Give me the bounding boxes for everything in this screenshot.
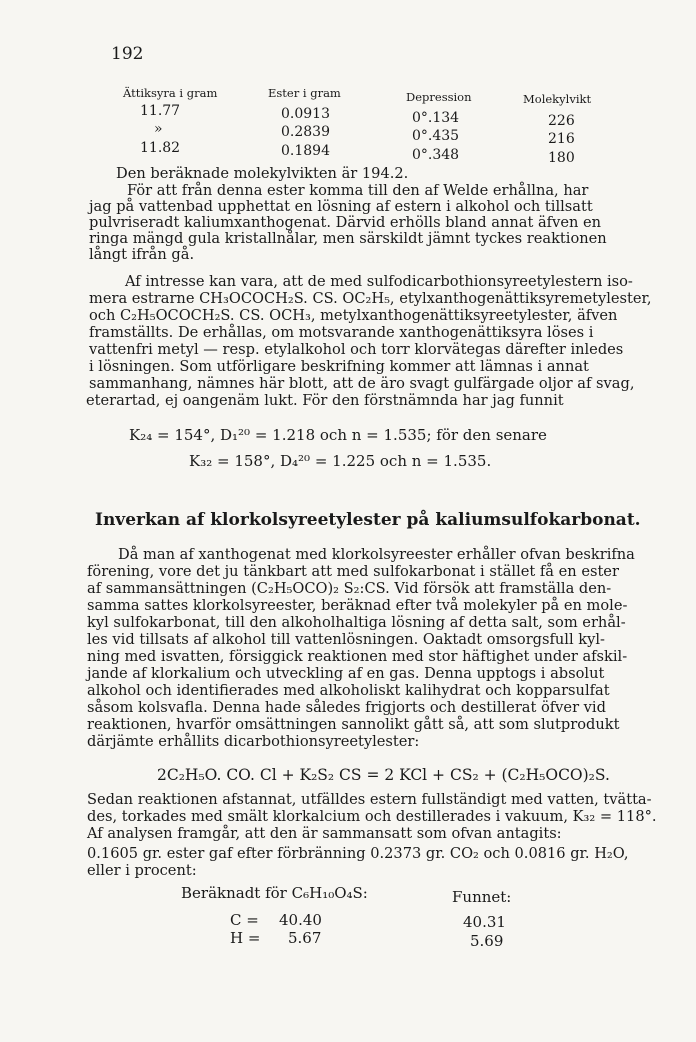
text-line: såsom kolsvafla. Denna hade således frigjorts och destillerat öfver vid — [87, 699, 606, 716]
text-line: och C₂H₅OCOCH₂S. CS. OCH₃, metylxanthogenättiksyreetylester, äfven — [89, 307, 618, 324]
text-line: ning med isvatten, försiggick reaktionen med stor häftighet under afskil- — [87, 648, 628, 665]
table-cell: 0.0913 — [281, 106, 330, 122]
text-line: Af analysen framgår, att den är sammansatt som ofvan antagits: — [87, 825, 562, 842]
calc-value: 5.67 — [288, 929, 322, 947]
table-cell: » — [154, 121, 163, 137]
text-line: långt ifrån gå. — [89, 246, 195, 263]
text-line: 0.1605 gr. ester gaf efter förbränning 0.2373 gr. CO₂ och 0.0816 gr. H₂O, — [87, 845, 629, 862]
text-line: jag på vattenbad upphettat en lösning af estern i alkohol och tillsatt — [89, 198, 593, 215]
table-cell: 0°.134 — [412, 110, 460, 126]
table-cell: 0.1894 — [281, 143, 330, 159]
text-line: vattenfri metyl — resp. etylalkohol och torr klorvätegas därefter inledes — [89, 341, 624, 358]
text-line: eller i procent: — [87, 862, 197, 879]
text-line: Då man af xanthogenat med klorkolsyreester erhåller ofvan beskrifna — [118, 546, 635, 563]
table-header: Depression — [406, 90, 472, 104]
text-line: ringa mängd gula kristallnålar, men särskildt jämnt tyckes reaktionen — [89, 230, 607, 247]
text-line: i lösningen. Som utförligare beskrifning kommer att lämnas i annat — [89, 358, 589, 375]
text-line: framställts. De erhållas, om motsvarande xanthogenättiksyra löses i — [89, 324, 594, 341]
element-label: H = — [230, 929, 261, 947]
calc-value: 40.40 — [279, 911, 322, 929]
found-header: Funnet: — [452, 888, 512, 906]
element-label: C = — [230, 911, 259, 929]
text-line: därjämte erhållits dicarbothionsyreetylester: — [87, 733, 420, 750]
table-cell: 216 — [548, 131, 575, 147]
table-header: Molekylvikt — [523, 92, 592, 106]
text-line: eterartad, ej oangenäm lukt. För den förstnämnda har jag funnit — [86, 392, 564, 409]
found-value: 5.69 — [470, 932, 504, 950]
text-line: sammanhang, nämnes här blott, att de äro svagt gulfärgade oljor af svag, — [89, 375, 635, 392]
text-line: Sedan reaktionen afstannat, utfälldes estern fullständigt med vatten, tvätta- — [87, 791, 652, 808]
text-line: af sammansättningen (C₂H₅OCO)₂ S₂:CS. Vid försök att framställa den- — [87, 580, 612, 597]
table-cell: 226 — [548, 113, 575, 129]
found-value: 40.31 — [463, 913, 506, 931]
table-header: Ättiksyra i gram — [123, 86, 218, 100]
text-line: Af intresse kan vara, att de med sulfodicarbothionsyreetylestern iso- — [125, 273, 633, 290]
text-line: alkohol och identifierades med alkoholiskt kalihydrat och kopparsulfat — [87, 682, 610, 699]
text-line: des, torkades med smält klorkalcium och destillerades i vakuum, K₃₂ = 118°. — [87, 808, 657, 825]
text-line: kyl sulfokarbonat, till den alkoholhaltiga lösning af detta salt, som erhål- — [87, 614, 626, 631]
formula-line: K₃₂ = 158°, D₄²⁰ = 1.225 och n = 1.535. — [189, 452, 492, 470]
text-line: jande af klorkalium och utveckling af en gas. Denna upptogs i absolut — [87, 665, 605, 682]
table-cell: 11.82 — [140, 140, 181, 156]
text-line: reaktionen, hvarför omsättningen sannolikt gått så, att som slutprodukt — [87, 716, 620, 733]
text-line: Den beräknade molekylvikten är 194.2. — [116, 165, 409, 182]
text-line: les vid tillsats af alkohol till vattenlösningen. Oaktadt omsorgsfull kyl- — [87, 631, 605, 648]
text-line: pulvriseradt kaliumxanthogenat. Därvid erhölls bland annat äfven en — [89, 214, 602, 231]
page-number: 192 — [111, 44, 144, 64]
calc-header: Beräknadt för C₆H₁₀O₄S: — [181, 884, 368, 902]
table-cell: 0.2839 — [281, 124, 330, 140]
table-cell: 0°.435 — [412, 128, 460, 144]
table-cell: 11.77 — [140, 103, 181, 119]
formula-line: K₂₄ = 154°, D₁²⁰ = 1.218 och n = 1.535; för den senare — [129, 426, 547, 444]
table-cell: 180 — [548, 150, 575, 166]
text-line: För att från denna ester komma till den af Welde erhållna, har — [127, 182, 589, 199]
section-heading: Inverkan af klorkolsyreetylester på kaliumsulfokarbonat. — [95, 510, 641, 530]
table-cell: 0°.348 — [412, 147, 460, 163]
reaction-equation: 2C₂H₅O. CO. Cl + K₂S₂ CS = 2 KCl + CS₂ + (C₂H₅OCO)₂S. — [157, 766, 610, 784]
text-line: förening, vore det ju tänkbart att med sulfokarbonat i stället få en ester — [87, 563, 619, 580]
text-line: samma sattes klorkolsyreester, beräknad efter två molekyler på en mole- — [87, 597, 628, 614]
table-header: Ester i gram — [268, 86, 341, 100]
text-line: mera estrarne CH₃OCOCH₂S. CS. OC₂H₅, etylxanthogenättiksyremetylester, — [89, 290, 652, 307]
